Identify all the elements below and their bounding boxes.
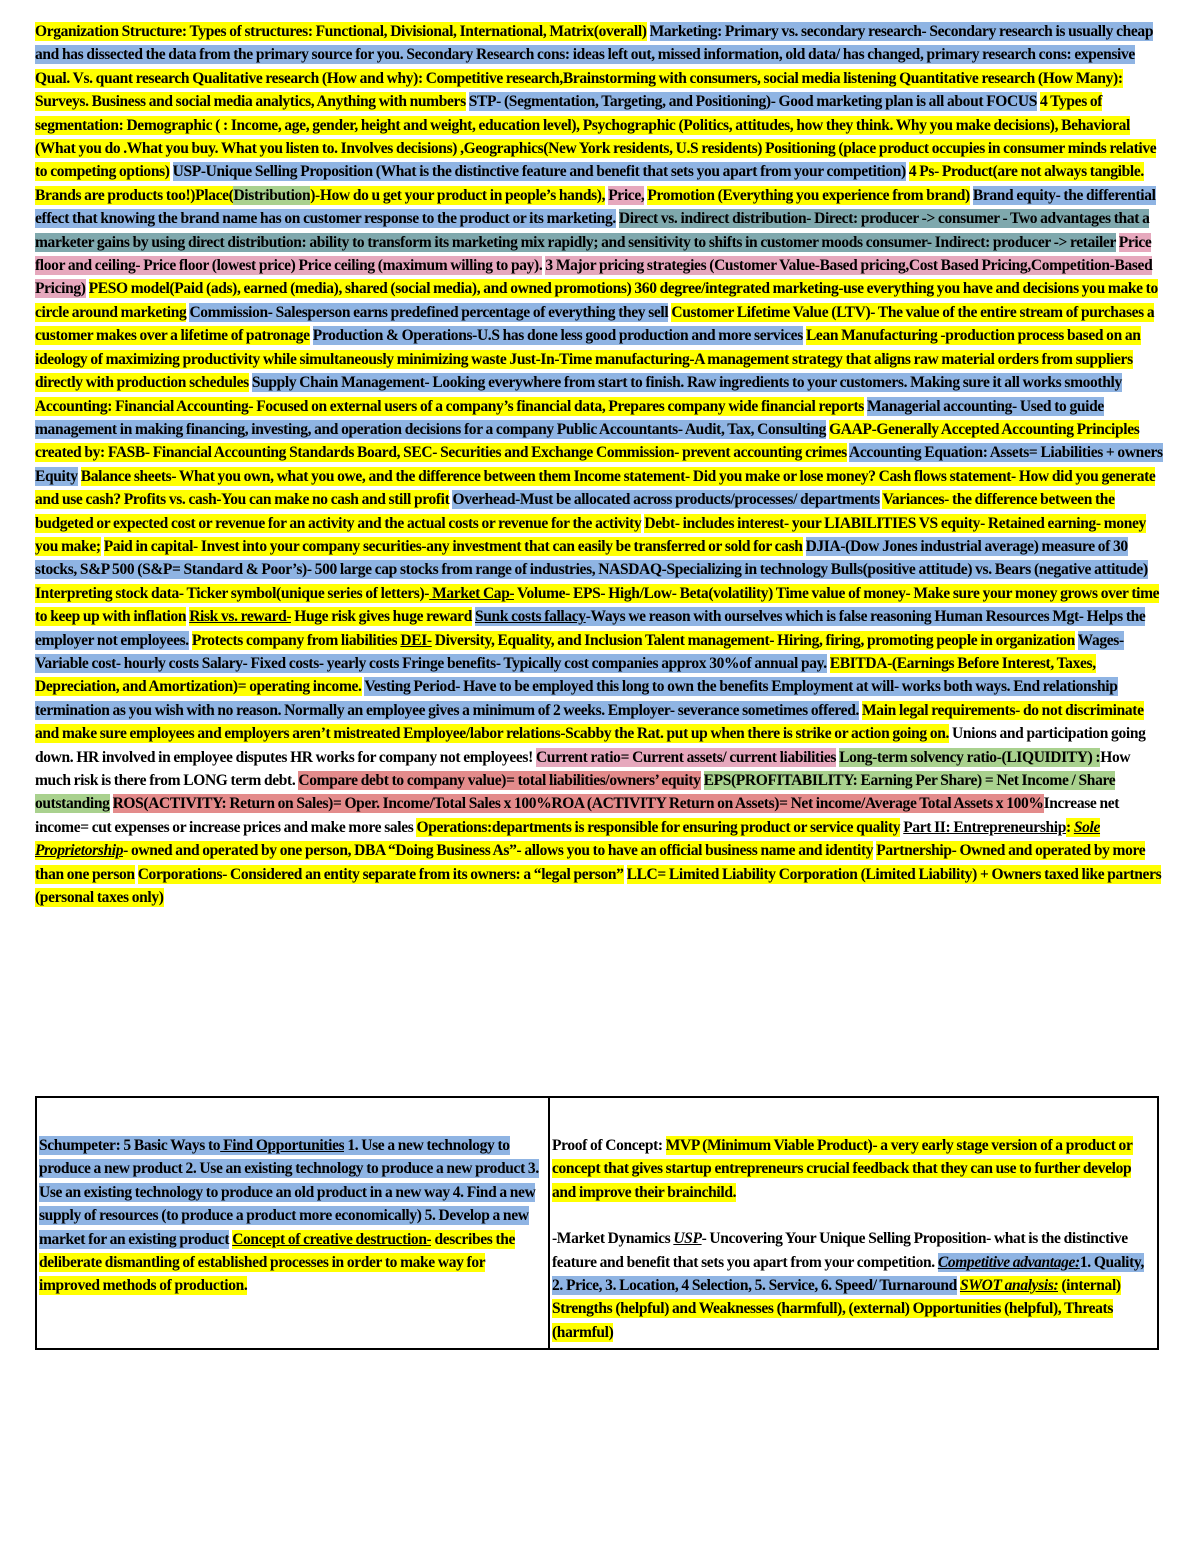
text-run: 4 Ps- Product(are not always tangible. Brands are products too!)Place( xyxy=(35,163,1144,204)
text-run: - Uncovering Your Unique Selling Proposition- what is the distinctive feature and benefit that sets you apart from your competition. xyxy=(552,1230,1128,1271)
text-run: Debt- includes interest- your LIABILITIES VS equity- Retained earning- money you make; xyxy=(35,514,1146,555)
text-run: Organization Structure: Types of structures: Functional, Divisional, International, Matrix(overall) xyxy=(35,23,647,40)
text-run: ROS(ACTIVITY: Return on Sales)= Oper. Income/Total Sales x 100%ROA (ACTIVITY Return on Assets)= Net income/Average Total Assets x 100% xyxy=(112,795,1044,813)
text-run: Current ratio= Current assets/ current liabilities xyxy=(535,748,837,766)
text-run: Schumpeter: 5 Basic Ways to xyxy=(39,1137,221,1154)
schumpeter-text xyxy=(39,1134,546,1298)
text-run: Main legal requirements- do not discriminate and make sure employees and employers aren’t mistreated Employee/labor relations-Scabby the Rat. put up when there is strike or action going on. xyxy=(35,701,1144,743)
text-run: Operations:departments is responsible for ensuring product or service quality xyxy=(416,818,901,836)
text-run: USP xyxy=(673,1230,702,1248)
text-run: Long-term solvency ratio-(LIQUIDITY) : xyxy=(839,748,1101,766)
text-run: DJIA-(Dow Jones industrial average) measure of 30 stocks, S&P 500 (S&P= Standard & Poor’s)- 500 large cap stocks from range of industries, NASDAQ-Specializing in technology Bulls(positive attitude) vs. Bears (negative attitude) xyxy=(35,537,1148,579)
text-run: Marketing: Primary vs. secondary research- Secondary research is usually cheap and has dissected the data from the primary source for you. Secondary Research cons: ideas left out, missed information, old data/ has changed, primary research cons: expensive xyxy=(35,23,1154,64)
text-run: : xyxy=(1066,818,1074,836)
text-run: Competitive advantage: xyxy=(937,1253,1080,1271)
text-run: PESO model(Paid (ads), earned (media), shared (social media), and owned promotions) 360 degree/integrated marketing-use everything you have and decisions you make to circle around marketing xyxy=(35,280,1158,321)
text-run: EBITDA-(Earnings Before Interest, Taxes, Depreciation, and Amortization)= operating income. xyxy=(35,654,1096,696)
text-run: Vesting Period- Have to be employed this long to own the benefits Employment at will- works both ways. End relationship termination as you wish with no reason. Normally an employee gives a minimum of 2 weeks. Employer- severance sometimes offered. xyxy=(35,678,1118,719)
proof-of-concept-text xyxy=(552,1134,1155,1204)
text-run: GAAP-Generally Accepted Accounting Principles created by: FASB- Financial Accounting Standards Board, SEC- Securities and Exchange Commission- prevent accounting crimes xyxy=(35,420,1140,462)
text-run: Interpreting stock data- Ticker symbol(unique series of letters)- xyxy=(35,584,430,602)
text-run: STP- (Segmentation, Targeting, and Positioning)- Good marketing plan is all about FOCUS xyxy=(468,93,1037,111)
text-run: Promotion (Everything you experience from brand) xyxy=(647,186,970,204)
table-cell-proof-of-concept xyxy=(550,1098,1157,1348)
text-run: Brand equity- the differential effect that knowing the brand name has on customer response to the product or its marketing. xyxy=(35,186,1156,228)
text-run: Volume- EPS- High/Low- Beta(volatility) Time value of money- Make sure your money grows over time to keep up with inflation xyxy=(35,584,1160,626)
text-run: Sole Proprietorship xyxy=(35,818,1101,860)
text-run: Variances- the difference between the budgeted or expected cost or revenue for an activity and the actual costs or revenue for the activity xyxy=(35,491,1115,532)
text-run: MVP (Minimum Viable Product)- a very early stage version of a product or concept that gives startup entrepreneurs crucial feedback that they can use to further develop and improve their brainchild. xyxy=(552,1137,1133,1201)
text-run: Accounting Equation: Assets= Liabilities + owners Equity xyxy=(35,444,1163,485)
text-run: Distribution xyxy=(233,186,311,204)
text-run: - owned and operated by one person, DBA “Doing Business As”- allows you to have an official business name and identity xyxy=(123,842,874,860)
two-column-table xyxy=(35,1096,1159,1350)
text-run: Market Cap- xyxy=(429,584,515,602)
text-run: Unions and participation going down. HR involved in employee disputes HR works for company not employees! xyxy=(35,725,1146,766)
text-run: Increase net income= cut expenses or increase prices and make more sales xyxy=(35,795,1120,836)
text-run: Huge risk gives huge reward xyxy=(291,608,472,626)
text-run: Price floor and ceiling- Price floor (lowest price) Price ceiling (maximum willing to pay). xyxy=(35,233,1152,275)
text-run: Supply Chain Management- Looking everywhere from start to finish. Raw ingredients to your customers. Making sure it all works smoothly xyxy=(251,374,1122,392)
text-run: -Ways we reason with ourselves which is false reasoning Human Resources Mgt- Helps the employer not employees. xyxy=(35,608,1146,649)
text-run: 3 Major pricing strategies (Customer Value-Based pricing,Cost Based Pricing,Competition-Based Pricing) xyxy=(35,257,1153,298)
text-run: Corporations- Considered an entity separate from its owners: a “legal person” xyxy=(137,865,624,883)
text-run: Paid in capital- Invest into your company securities-any investment that can easily be transferred or sold for cash xyxy=(103,537,803,555)
text-run: SWOT analysis: xyxy=(959,1277,1059,1295)
text-run: describes the deliberate dismantling of established processes in order to make way for improved methods of production. xyxy=(39,1230,516,1295)
text-run: Qual. Vs. quant research Qualitative research (How and why): Competitive research,Brainstorming with consumers, social media listening Quantitative research (How Many): Surveys. Business and social media analytics, Anything with numbers xyxy=(35,69,1123,111)
text-run: Part II: Entrepreneurship xyxy=(903,818,1066,836)
study-notes-paragraph xyxy=(35,20,1165,909)
text-run: Price, xyxy=(608,186,645,204)
text-run: 4 Types of segmentation: Demographic ( : Income, age, gender, height and weight, education level), Psychographic (Politics, attitudes, how they think. Why you make decisions), Behavioral (What you do .What you buy. What you listen to. Involves decisions) ,Geographics(New York residents, U.S residents) Positioning (place product occupies in consumer minds relative to competing options) xyxy=(35,93,1157,181)
text-run: LLC= Limited Liability Corporation (Limited Liability) + Owners taxed like partners (personal taxes only) xyxy=(35,865,1162,907)
text-run: Diversity, Equality, and Inclusion Talent management- Hiring, firing, promoting people in organization xyxy=(431,631,1075,649)
text-run: Compare debt to company value)= total liabilities/owners’ equity xyxy=(298,772,701,789)
text-run: Wages- Variable cost- hourly costs Salary- Fixed costs- yearly costs Fringe benefits- Typically cost companies approx 30%of annual pay. xyxy=(35,631,1124,672)
text-run: Lean Manufacturing -production process based on an ideology of maximizing productivity while simultaneously minimizing waste Just-In-Time manufacturing-A management strategy that aligns raw material orders from suppliers directly with production schedules xyxy=(35,327,1141,392)
text-run: Risk vs. reward- xyxy=(189,608,292,626)
text-run: Commission- Salesperson earns predefined percentage of everything they sell xyxy=(189,303,669,321)
paragraph-gap xyxy=(552,1204,1155,1227)
text-run: 1. Use a new technology to produce a new product 2. Use an existing technology to produce a new product 3. Use an existing technology to produce an old product in a new way 4. Find a new supply of resources (to produce a product more economically) 5. Develop a new market for an existing product xyxy=(39,1137,539,1248)
text-run: How much risk is there from LONG term debt. xyxy=(35,748,1131,789)
text-run: USP-Unique Selling Proposition (What is the distinctive feature and benefit that sets you apart from your competition) xyxy=(172,163,906,181)
text-run: Accounting: Financial Accounting- Focused on external users of a company’s financial data, Prepares company wide financial reports xyxy=(35,397,864,415)
text-run: )-How do u get your product in people’s hands), xyxy=(310,186,606,204)
text-run: EPS(PROFITABILITY: Earning Per Share) = Net Income / Share outstanding xyxy=(35,772,1116,813)
table-cell-schumpeter xyxy=(37,1098,550,1348)
text-run: Concept of creative destruction- xyxy=(232,1230,432,1248)
text-run: Balance sheets- What you own, what you owe, and the difference between them Income statement- Did you make or lose money? Cash flows statement- How did you generate and use cash? Profits vs. cash-You can make no cash and still profit xyxy=(35,467,1156,509)
text-run: Managerial accounting- Used to guide management in making financing, investing, and operation decisions for a company Public Accountants- Audit, Tax, Consulting xyxy=(35,397,1104,438)
text-run: Proof of Concept: xyxy=(552,1137,663,1154)
text-run: Find Opportunities xyxy=(220,1137,345,1154)
text-run: Production & Operations-U.S has done less good production and more services xyxy=(312,327,803,345)
market-dynamics-text xyxy=(552,1227,1155,1344)
text-run: Customer Lifetime Value (LTV)- The value of the entire stream of purchases a customer makes over a lifetime of patronage xyxy=(35,303,1155,345)
text-run: DEI- xyxy=(400,631,432,649)
text-run: Protects company from liabilities xyxy=(191,631,398,649)
text-run: Overhead-Must be allocated across products/processes/ departments xyxy=(452,491,880,509)
text-run: Direct vs. indirect distribution- Direct: producer -> consumer - Two advantages that a marketer gains by using direct distribution: ability to transform its marketing mix rapidly; and sensitivity to shifts in customer moods consumer- Indirect: producer -> retailer xyxy=(35,210,1150,251)
text-run: Sunk costs fallacy xyxy=(475,608,586,626)
text-run: (internal) Strengths (helpful) and Weaknesses (harmfull), (external) Opportunities (helpful), Threats (harmful) xyxy=(552,1277,1121,1341)
text-run: -Market Dynamics xyxy=(552,1230,671,1248)
text-run: 1. Quality, 2. Price, 3. Location, 4 Selection, 5. Service, 6. Speed/ Turnaround xyxy=(552,1253,1144,1295)
text-run: Partnership- Owned and operated by more than one person xyxy=(35,842,1146,883)
